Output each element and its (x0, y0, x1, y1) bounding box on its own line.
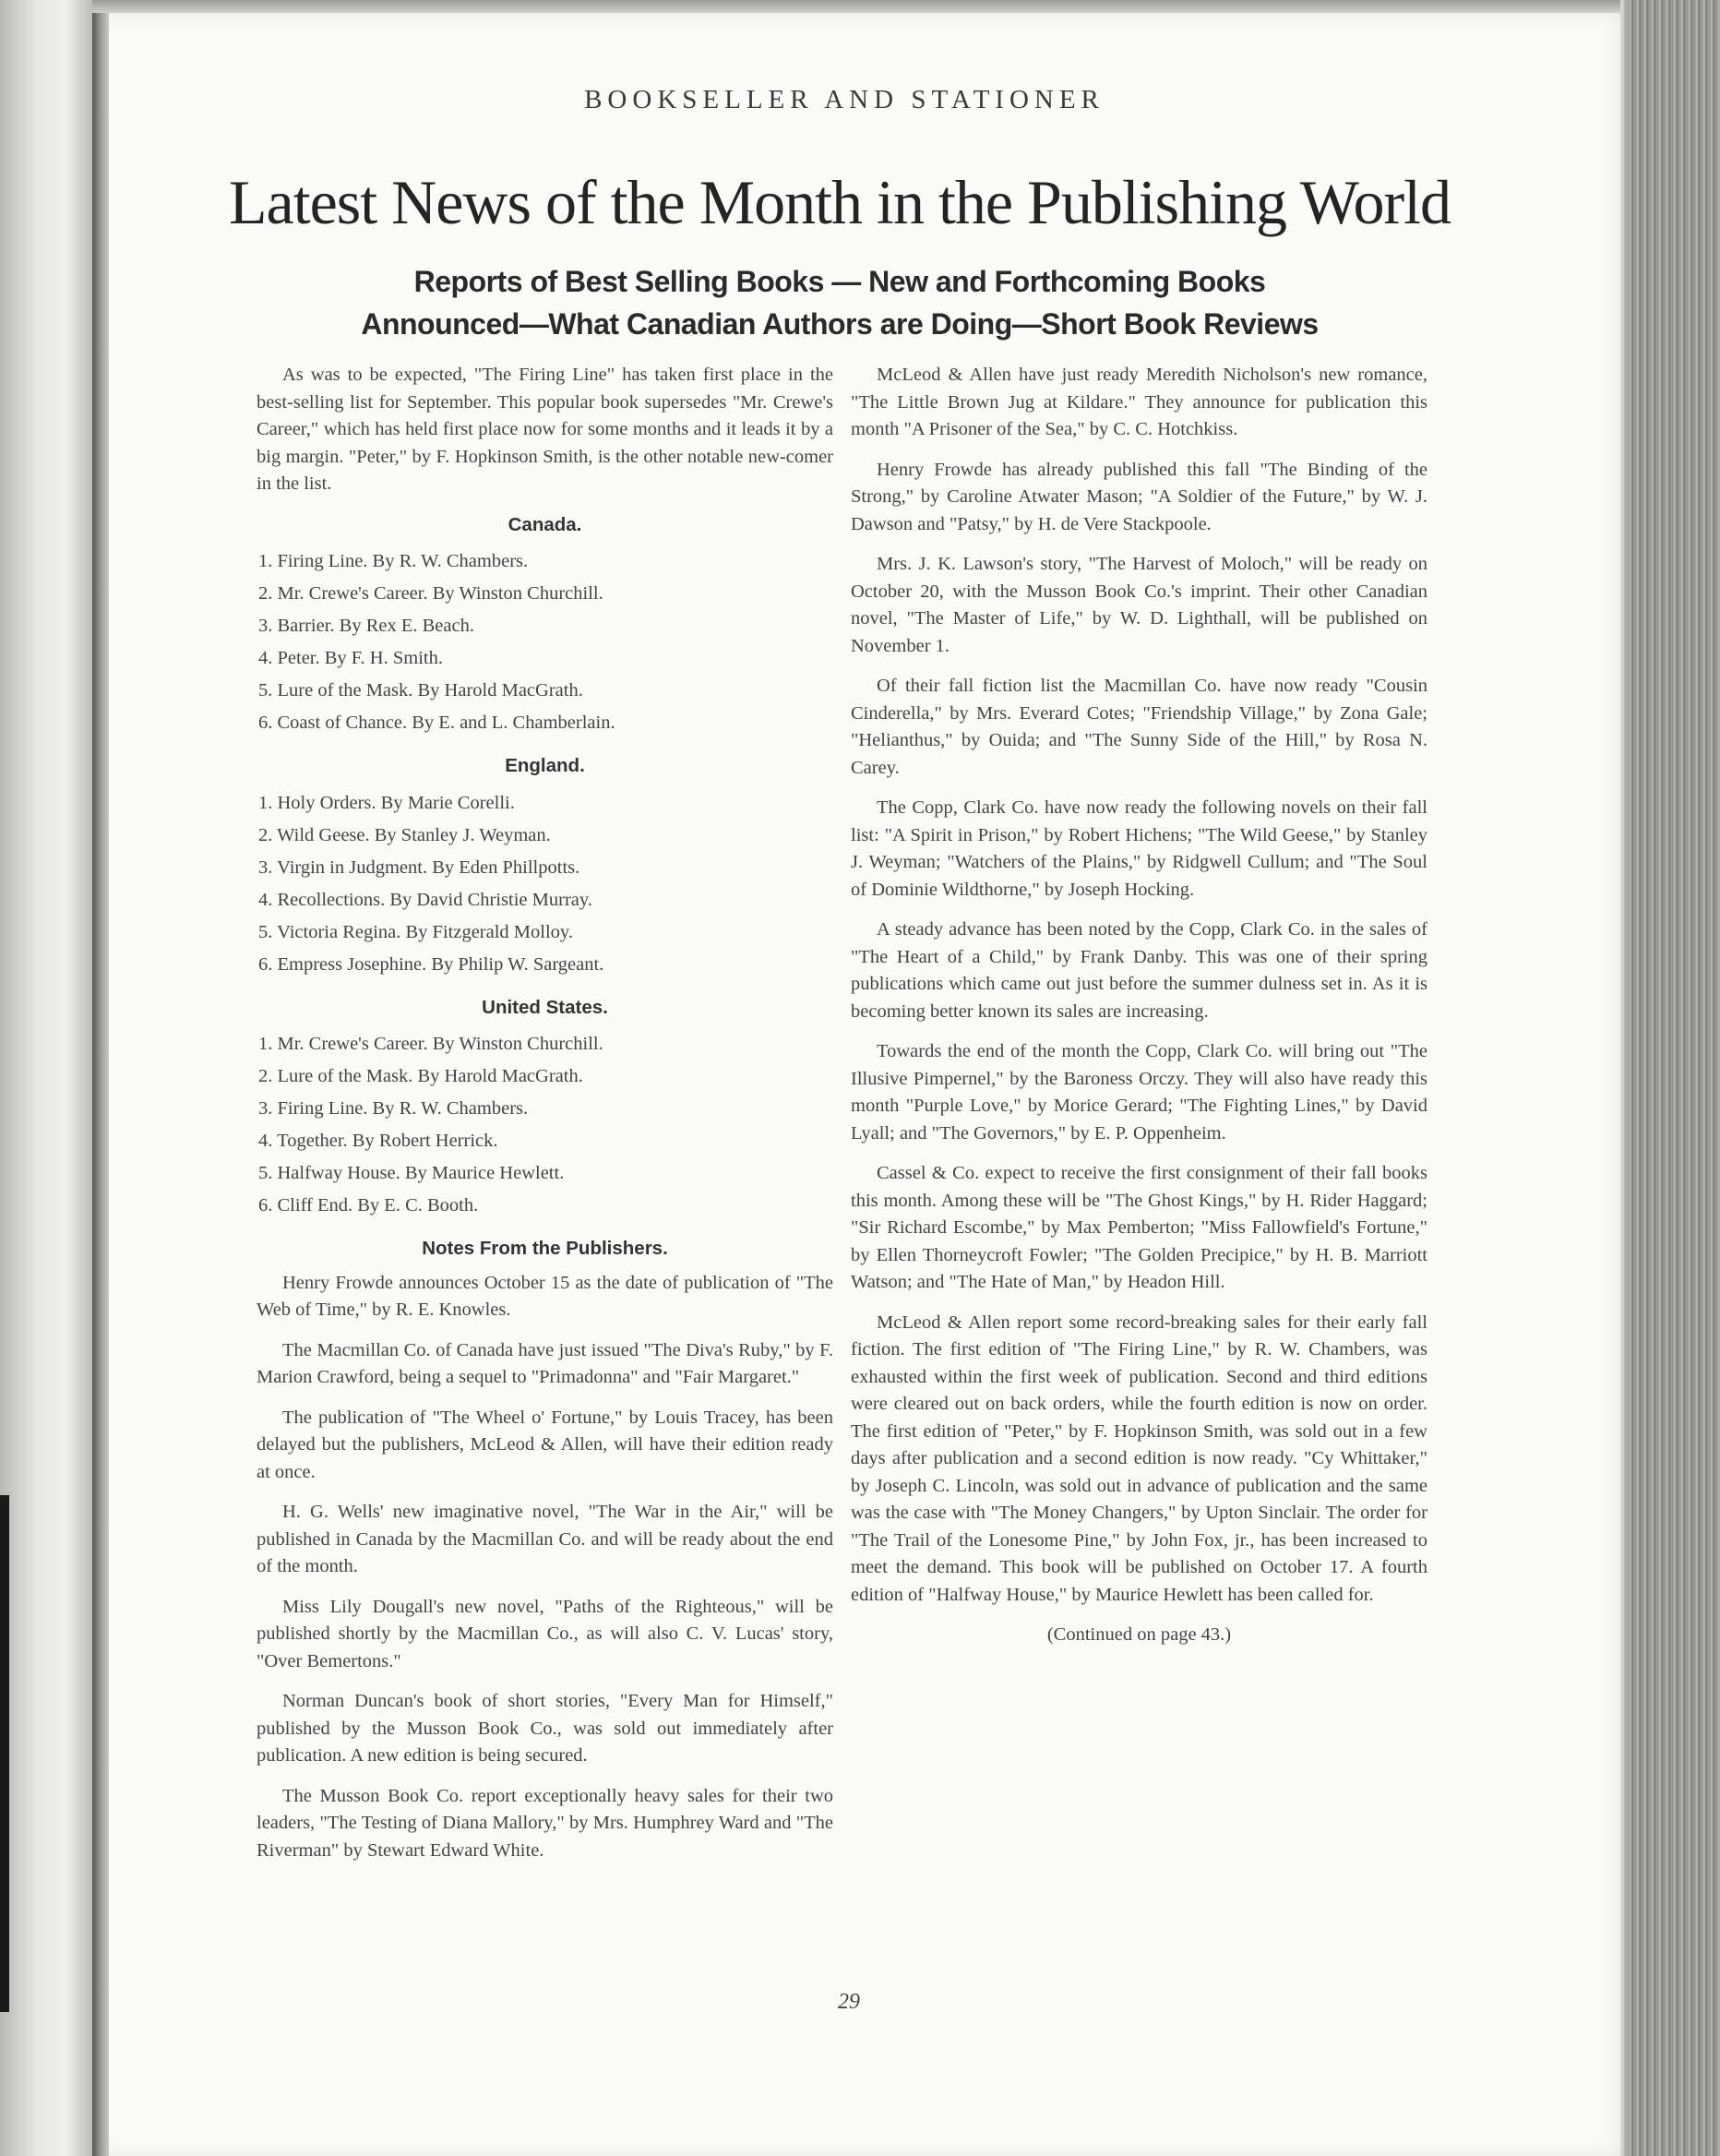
news-paragraph: Henry Frowde announces October 15 as the date of publication of "The Web of Time," by R. E. Knowles. (257, 1272, 833, 1320)
list-item: 1. Firing Line. By R. W. Chambers. (258, 551, 529, 571)
list-item: 3. Virgin in Judgment. By Eden Phillpotts. (258, 856, 580, 878)
list-item: 5. Victoria Regina. By Fitzgerald Molloy. (258, 921, 573, 942)
stacked-page-edges (1620, 0, 1720, 2156)
news-paragraph: Mrs. J. K. Lawson's story, "The Harvest of Moloch," will be ready on October 20, with the Musson Book Co.'s imprint. Their other Canadian novel, "The Master of Life," by W. D. Lighthall, will be published on November 1. (851, 554, 1427, 656)
news-paragraph: Cassel & Co. expect to receive the first consignment of their fall books this month. Among these will be "The Ghost Kings," by H. Rider Haggard; "Sir Richard Escombe," by Max Pemberton; "Miss Fallowfield's Fortune," by Ellen Thorneycroft Fowler; "The Golden Precipice," by H. B. Marriott Watson; and "The Hate of Man," by Headon Hill. (851, 1163, 1427, 1292)
list-item: 3. Barrier. By Rex E. Beach. (258, 616, 474, 636)
list-heading-england: England. (505, 755, 585, 776)
list-item: 6. Empress Josephine. By Philip W. Sargeant. (258, 953, 604, 975)
running-head: BOOKSELLER AND STATIONER (584, 85, 1105, 114)
scan-left-edge-mark (0, 1495, 9, 2012)
news-paragraph: The Macmillan Co. of Canada have just issued "The Diva's Ruby," by F. Marion Crawford, being a sequel to "Primadonna" and "Fair Margaret." (257, 1339, 833, 1387)
news-paragraph: Of their fall fiction list the Macmillan Co. have now ready "Cousin Cinderella," by Mrs. Everard Cotes; "Friendship Village," by Zona Gale; "Helianthus," by Ouida; and "The Sunny Side of the Hill," by Rosa N. Carey. (851, 676, 1427, 778)
book-spine (92, 13, 109, 2156)
list-item: 2. Mr. Crewe's Career. By Winston Churchill. (258, 583, 603, 604)
news-paragraph: The publication of "The Wheel o' Fortune," by Louis Tracey, has been delayed but the publishers, McLeod & Allen, will have their edition ready at once. (257, 1407, 833, 1482)
news-paragraph: Norman Duncan's book of short stories, "Every Man for Himself," published by the Musson Book Co., was sold out immediately after publication. A new edition is being secured. (257, 1691, 833, 1766)
news-paragraph: Miss Lily Dougall's new novel, "Paths of the Righteous," will be published shortly by the Macmillan Co., as will also C. V. Lucas' story, "Over Bemertons." (257, 1596, 833, 1671)
list-item: 4. Recollections. By David Christie Murray. (258, 889, 592, 910)
scan-left-margin (0, 0, 92, 2156)
notes-heading: Notes From the Publishers. (422, 1238, 668, 1259)
list-item: 3. Firing Line. By R. W. Chambers. (258, 1098, 529, 1119)
list-heading-united-states: United States. (482, 996, 608, 1018)
list-item: 1. Mr. Crewe's Career. By Winston Churchill. (258, 1034, 603, 1054)
news-paragraph: Towards the end of the month the Copp, Clark Co. will bring out "The Illusive Pimpernel," by the Baroness Orczy. They will also have ready this month "Purple Love," by Morice Gerard; "The Fighting Lines," by David Lyall; and "The Governors," by E. P. Oppenheim. (851, 1041, 1427, 1144)
list-item: 2. Wild Geese. By Stanley J. Weyman. (258, 824, 551, 845)
article-title: Latest News of the Month in the Publishing World (228, 167, 1451, 237)
list-item: 4. Together. By Robert Herrick. (258, 1131, 498, 1151)
article-subtitle (240, 260, 1439, 345)
scan-top-edge (0, 0, 1720, 13)
list-item: 5. Halfway House. By Maurice Hewlett. (258, 1163, 565, 1183)
list-item: 4. Peter. By F. H. Smith. (258, 648, 443, 668)
news-paragraph: The Musson Book Co. report exceptionally heavy sales for their two leaders, "The Testing of Diana Mallory," by Mrs. Humphrey Ward and "The Riverman" by Stewart Edward White. (257, 1785, 833, 1861)
list-item: 1. Holy Orders. By Marie Corelli. (258, 792, 515, 813)
page-number: 29 (838, 1990, 860, 2014)
left-column (257, 362, 833, 1877)
news-paragraph: The Copp, Clark Co. have now ready the following novels on their fall list: "A Spirit in Prison," by Robert Hichens; "The Wild Geese," by Stanley J. Weyman; "Watchers of the Plains," by Ridgwell Cullum; and "The Soul of Dominie Wildthorne," by Joseph Hocking. (851, 797, 1427, 900)
bestseller-list-canada (257, 545, 833, 739)
subtitle-line-1: Reports of Best Selling Books — New and Forthcoming Books (413, 265, 1266, 298)
list-item: 2. Lure of the Mask. By Harold MacGrath. (258, 1066, 583, 1086)
list-item: 6. Coast of Chance. By E. and L. Chamberlain. (258, 713, 615, 733)
list-heading-canada: Canada. (508, 513, 582, 535)
news-paragraph: A steady advance has been noted by the Copp, Clark Co. in the sales of "The Heart of a Child," by Frank Danby. This was one of their spring publications which came out just before the summer dulness set in. As it is becoming better known its sales are increasing. (851, 919, 1427, 1022)
right-column (851, 362, 1427, 1662)
news-paragraph: Henry Frowde has already published this fall "The Binding of the Strong," by Caroline Atwater Mason; "A Soldier of the Future," by W. J. Dawson and "Patsy," by H. de Vere Stackpoole. (851, 459, 1427, 534)
intro-paragraph: As was to be expected, "The Firing Line" has taken first place in the best-selling list for September. This popular book supersedes "Mr. Crewe's Career," which has held first place now for some months and it leads it by a big margin. "Peter," by F. Hopkinson Smith, is the other notable new-comer in the list. (257, 365, 833, 494)
continued-note: (Continued on page 43.) (1046, 1624, 1232, 1645)
subtitle-line-2: Announced—What Canadian Authors are Doing—Short Book Reviews (361, 307, 1319, 341)
list-item: 5. Lure of the Mask. By Harold MacGrath. (258, 680, 583, 701)
bestseller-list-england (257, 787, 833, 981)
news-paragraph: McLeod & Allen have just ready Meredith Nicholson's new romance, "The Little Brown Jug at Kildare." They announce for publication this month "A Prisoner of the Sea," by C. C. Hotchkiss. (851, 365, 1427, 439)
list-item: 6. Cliff End. By E. C. Booth. (258, 1195, 479, 1216)
news-paragraph: McLeod & Allen report some record-breaking sales for their early fall fiction. The first edition of "The Firing Line," by R. W. Chambers, was exhausted within the first week of publication. Second and third editions were cleared out on back orders, while the fourth edition is now on order. The first edition of "Peter," by F. Hopkinson Smith, was sold out in a few days after publication and a second edition is now ready. "Cy Whittaker," by Joseph C. Lincoln, was sold out in advance of publication and the same was the case with "The Money Changers," by Upton Sinclair. The order for "The Trail of the Lonesome Pine," by John Fox, jr., has been increased to meet the demand. This book will be published on October 17. A fourth edition of "Halfway House," by Maurice Hewlett has been called for. (851, 1312, 1427, 1605)
bestseller-list-united-states (257, 1028, 833, 1222)
news-paragraph: H. G. Wells' new imaginative novel, "The War in the Air," will be published in Canada by the Macmillan Co. and will be ready about the end of the month. (257, 1502, 833, 1576)
